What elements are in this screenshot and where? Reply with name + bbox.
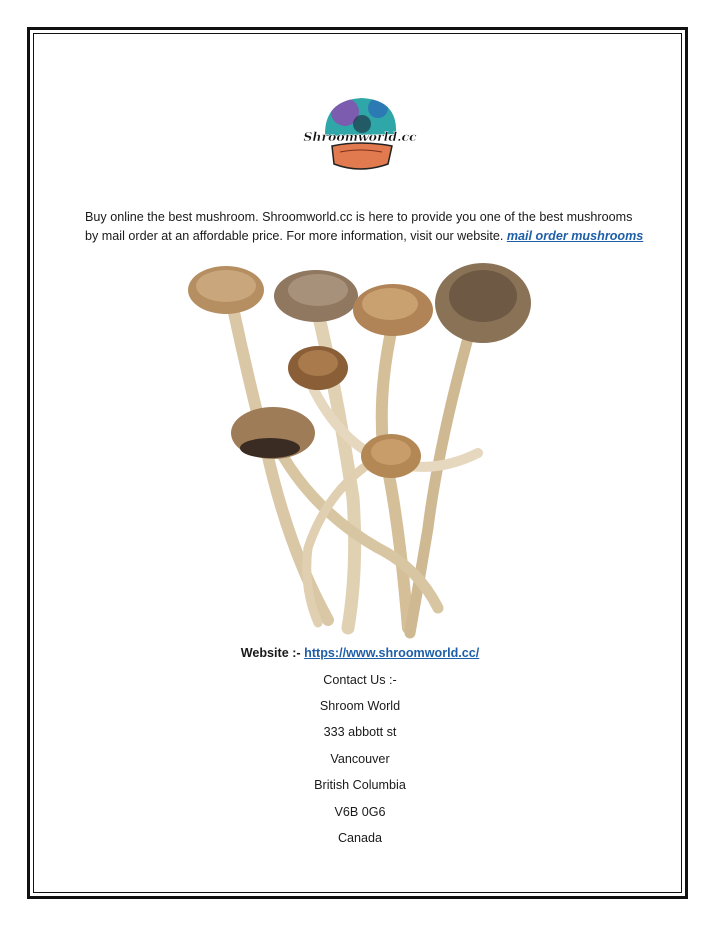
contact-line: Shroom World bbox=[319, 699, 401, 713]
contact-line: Canada bbox=[337, 831, 383, 845]
contact-heading: Contact Us :- bbox=[323, 673, 397, 687]
intro-text: Buy online the best mushroom. Shroomworld.cc is here to provide you one of the best mushrooms by mail order at an affordable price. For more information, visit our website. bbox=[85, 209, 633, 243]
shroomworld-logo bbox=[300, 94, 420, 174]
website-line bbox=[0, 646, 720, 660]
website-label: Website :- bbox=[240, 646, 305, 660]
mail-order-mushrooms-link[interactable]: mail order mushrooms bbox=[506, 228, 644, 243]
logo-text: Shroomworld.cc bbox=[303, 129, 417, 144]
intro-paragraph bbox=[85, 208, 645, 246]
contact-line: British Columbia bbox=[314, 778, 406, 792]
mushrooms-image bbox=[178, 248, 543, 640]
contact-line: Vancouver bbox=[330, 752, 390, 766]
contact-line: V6B 0G6 bbox=[334, 805, 386, 819]
contact-line: 333 abbott st bbox=[323, 725, 397, 739]
website-link[interactable]: https://www.shroomworld.cc/ bbox=[304, 646, 480, 660]
